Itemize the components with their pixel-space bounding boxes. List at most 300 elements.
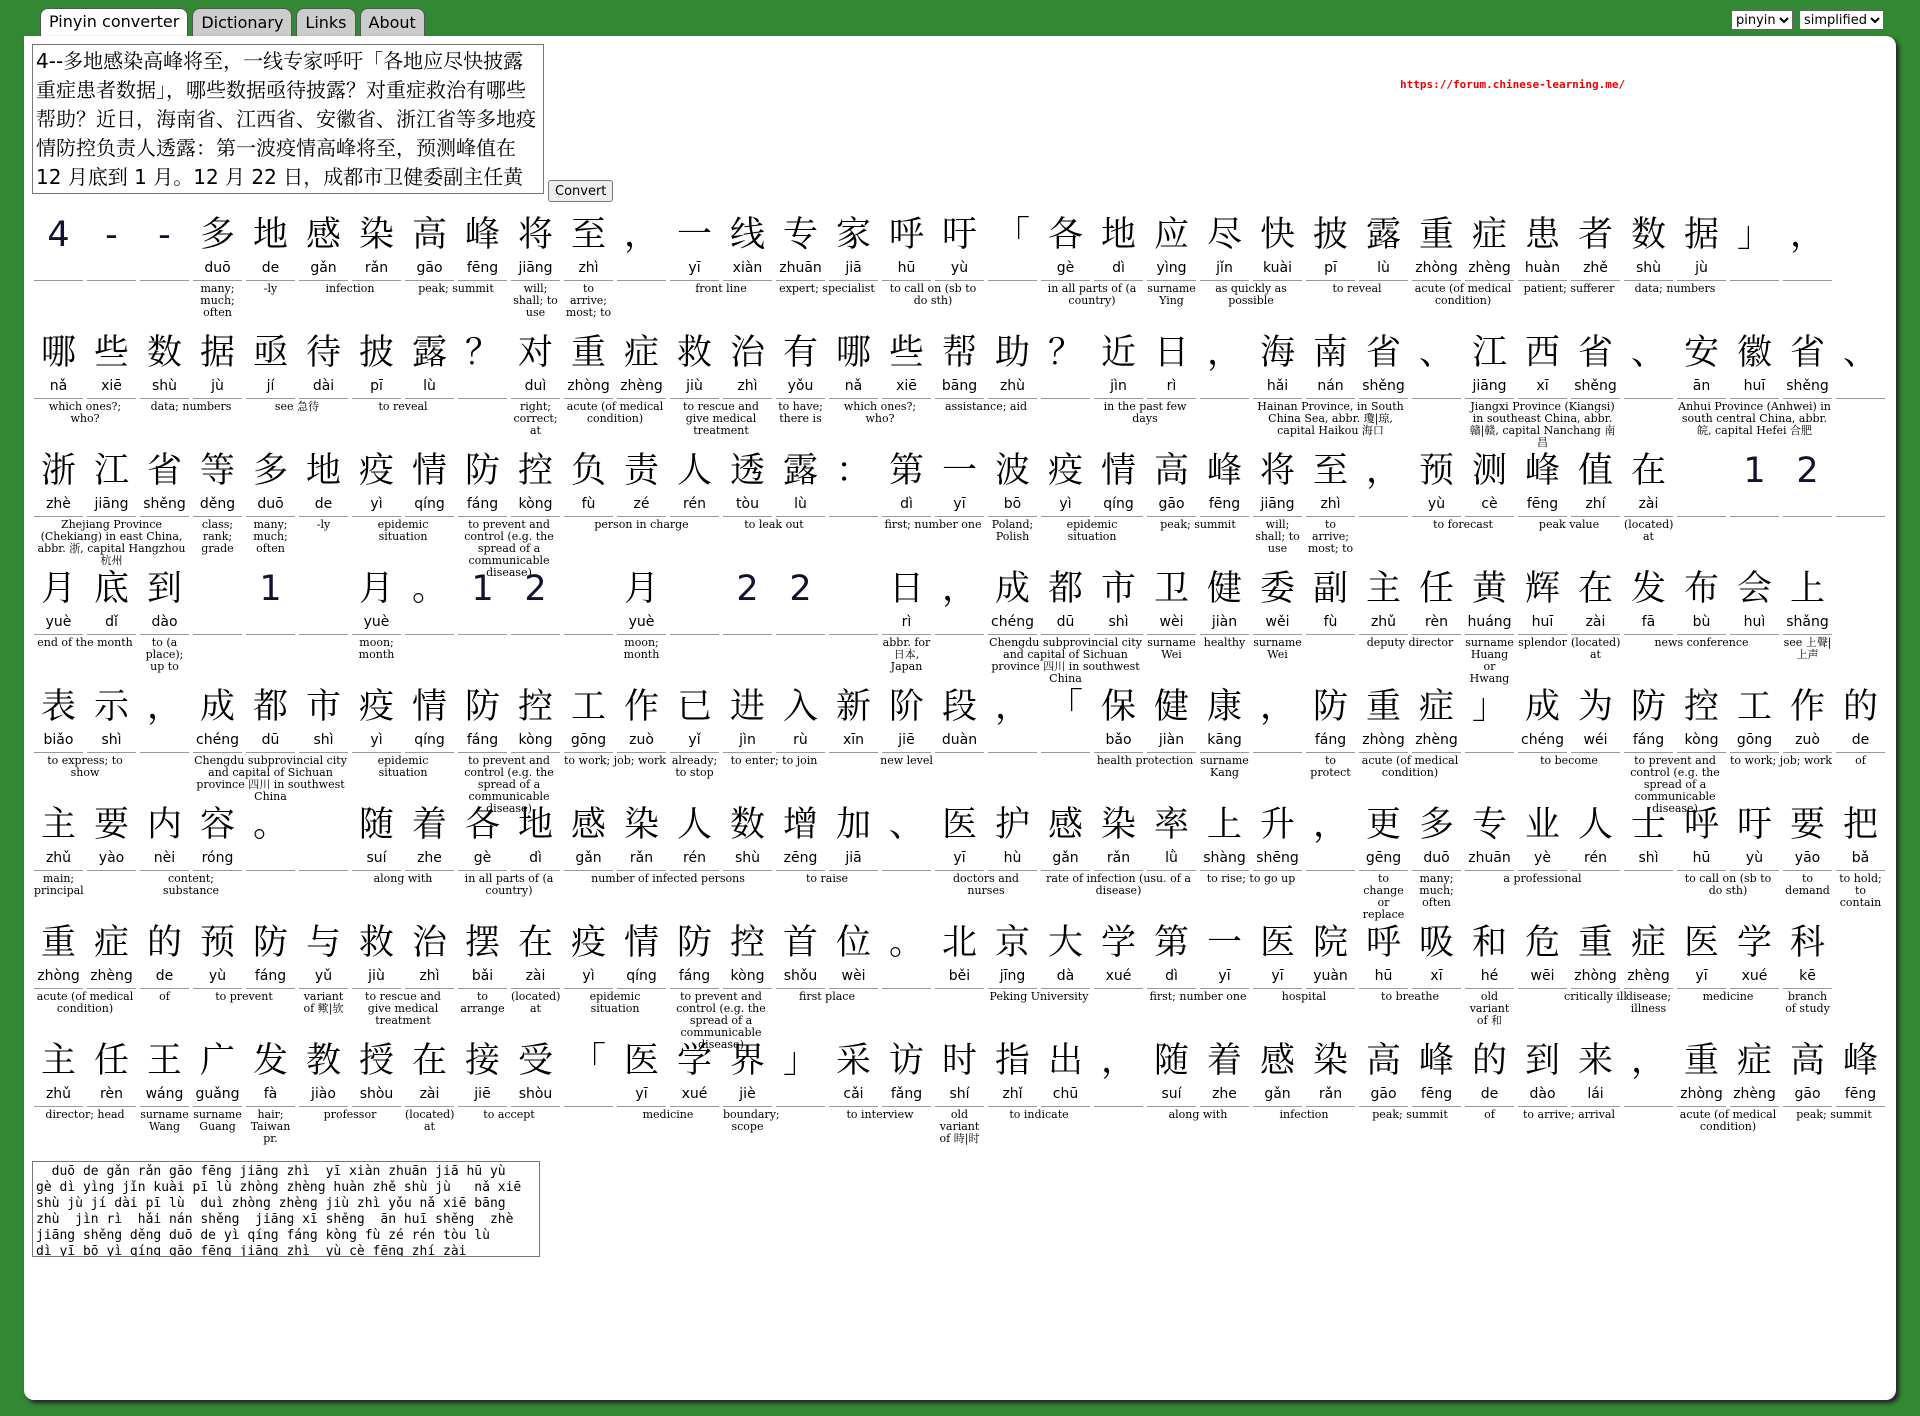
hanzi[interactable]: ，: [1312, 805, 1348, 845]
hanzi[interactable]: 要: [93, 805, 129, 845]
hanzi[interactable]: 随: [1153, 1041, 1189, 1081]
hanzi[interactable]: 底: [93, 569, 129, 609]
hanzi[interactable]: ，: [1100, 1041, 1136, 1081]
hanzi[interactable]: 感: [570, 805, 606, 845]
hanzi[interactable]: 重: [1418, 215, 1454, 255]
hanzi[interactable]: 着: [1206, 1041, 1242, 1081]
hanzi[interactable]: 时: [941, 1041, 977, 1081]
hanzi[interactable]: 出: [1047, 1041, 1083, 1081]
hanzi[interactable]: 哪: [40, 333, 76, 373]
hanzi[interactable]: 进: [729, 687, 765, 727]
hanzi[interactable]: 新: [835, 687, 871, 727]
char-cell: [827, 920, 880, 1038]
hanzi[interactable]: 「: [1047, 687, 1083, 727]
hanzi[interactable]: 情: [411, 451, 447, 491]
hanzi[interactable]: 医: [623, 1041, 659, 1081]
hanzi[interactable]: 感: [305, 215, 341, 255]
pinyin-reading: gōng: [1736, 732, 1773, 748]
hanzi[interactable]: 日: [1153, 333, 1189, 373]
hanzi[interactable]: 入: [782, 687, 818, 727]
char-cell: [1039, 920, 1092, 1038]
hanzi[interactable]: 染: [623, 805, 659, 845]
hanzi[interactable]: 2: [789, 569, 812, 609]
hanzi[interactable]: 的: [146, 923, 182, 963]
hanzi[interactable]: 治: [411, 923, 447, 963]
hanzi[interactable]: 上: [1789, 569, 1825, 609]
hanzi[interactable]: 责: [623, 451, 659, 491]
hanzi[interactable]: -: [158, 215, 171, 255]
hanzi[interactable]: 地: [252, 215, 288, 255]
hanzi[interactable]: 黄: [1471, 569, 1507, 609]
hanzi[interactable]: 为: [1577, 687, 1613, 727]
output-mode-select[interactable]: [1731, 10, 1793, 30]
hanzi[interactable]: 快: [1259, 215, 1295, 255]
hanzi[interactable]: [1834, 448, 1887, 494]
hanzi[interactable]: 症: [93, 923, 129, 963]
hanzi[interactable]: 至: [1312, 451, 1348, 491]
hanzi[interactable]: 与: [305, 923, 341, 963]
pinyin-reading: huàn: [1524, 260, 1561, 276]
hanzi[interactable]: 大: [1047, 923, 1083, 963]
hanzi[interactable]: 人: [676, 451, 712, 491]
hanzi[interactable]: 高: [411, 215, 447, 255]
hanzi[interactable]: 增: [782, 805, 818, 845]
hanzi[interactable]: 访: [888, 1041, 924, 1081]
definition: to (a place); up to: [145, 636, 184, 673]
hanzi[interactable]: 地: [305, 451, 341, 491]
hanzi[interactable]: 数: [1630, 215, 1666, 255]
hanzi[interactable]: 情: [623, 923, 659, 963]
hanzi[interactable]: 染: [358, 215, 394, 255]
hanzi[interactable]: 京: [994, 923, 1030, 963]
hanzi[interactable]: 近: [1100, 333, 1136, 373]
hanzi[interactable]: 发: [1630, 569, 1666, 609]
hanzi[interactable]: 随: [358, 805, 394, 845]
hanzi[interactable]: 情: [411, 687, 447, 727]
hanzi[interactable]: 「: [994, 215, 1030, 255]
hanzi[interactable]: 峰: [464, 215, 500, 255]
hanzi[interactable]: 率: [1153, 805, 1189, 845]
script-select[interactable]: [1799, 10, 1884, 30]
hanzi[interactable]: 省: [1577, 333, 1613, 373]
hanzi[interactable]: 副: [1312, 569, 1348, 609]
hanzi[interactable]: ？: [464, 333, 500, 373]
hanzi[interactable]: 授: [358, 1041, 394, 1081]
hanzi[interactable]: 委: [1259, 569, 1295, 609]
hanzi[interactable]: 首: [782, 923, 818, 963]
hanzi[interactable]: 将: [1259, 451, 1295, 491]
hanzi[interactable]: 危: [1524, 923, 1560, 963]
hanzi[interactable]: 」: [782, 1041, 818, 1081]
hanzi[interactable]: 2: [1796, 451, 1819, 491]
hanzi[interactable]: 月: [623, 569, 659, 609]
hanzi[interactable]: 安: [1683, 333, 1719, 373]
hanzi[interactable]: 南: [1312, 333, 1348, 373]
hanzi[interactable]: 在: [517, 923, 553, 963]
hanzi[interactable]: 采: [835, 1041, 871, 1081]
hanzi[interactable]: 」: [1736, 215, 1772, 255]
hanzi[interactable]: 症: [1630, 923, 1666, 963]
hanzi[interactable]: 工: [1736, 687, 1772, 727]
hanzi[interactable]: 高: [1153, 451, 1189, 491]
hanzi[interactable]: 透: [729, 451, 765, 491]
hanzi[interactable]: ，: [146, 687, 182, 727]
hanzi[interactable]: [827, 566, 880, 612]
tab-dictionary[interactable]: Dictionary: [192, 8, 292, 36]
hanzi[interactable]: 北: [941, 923, 977, 963]
hanzi[interactable]: 海: [1259, 333, 1295, 373]
hanzi[interactable]: [297, 566, 350, 612]
hanzi[interactable]: 测: [1471, 451, 1507, 491]
hanzi[interactable]: 多: [252, 451, 288, 491]
hanzi[interactable]: 峰: [1418, 1041, 1454, 1081]
hanzi[interactable]: 重: [1577, 923, 1613, 963]
hanzi[interactable]: 防: [1630, 687, 1666, 727]
hanzi[interactable]: 地: [1100, 215, 1136, 255]
hanzi[interactable]: 助: [994, 333, 1030, 373]
hanzi[interactable]: 哪: [835, 333, 871, 373]
hanzi[interactable]: 峰: [1842, 1041, 1878, 1081]
hanzi[interactable]: 至: [570, 215, 606, 255]
hanzi[interactable]: 线: [729, 215, 765, 255]
hanzi[interactable]: 救: [358, 923, 394, 963]
hanzi[interactable]: 4: [47, 215, 70, 255]
hanzi[interactable]: 疫: [358, 451, 394, 491]
hanzi[interactable]: 高: [1789, 1041, 1825, 1081]
hanzi[interactable]: [191, 566, 244, 612]
hanzi[interactable]: 卫: [1153, 569, 1189, 609]
hanzi[interactable]: 任: [1418, 569, 1454, 609]
hanzi[interactable]: 江: [93, 451, 129, 491]
hanzi[interactable]: 地: [517, 805, 553, 845]
hanzi[interactable]: 升: [1259, 805, 1295, 845]
hanzi[interactable]: 省: [146, 451, 182, 491]
hanzi[interactable]: 把: [1842, 805, 1878, 845]
hanzi[interactable]: 都: [1047, 569, 1083, 609]
hanzi[interactable]: ：: [835, 451, 871, 491]
hanzi[interactable]: ，: [1206, 333, 1242, 373]
hanzi[interactable]: 2: [736, 569, 759, 609]
divider: [34, 634, 83, 635]
divider: [1465, 516, 1514, 517]
hanzi[interactable]: 防: [252, 923, 288, 963]
hanzi[interactable]: 值: [1577, 451, 1613, 491]
hanzi[interactable]: 接: [464, 1041, 500, 1081]
hanzi[interactable]: 1: [1743, 451, 1766, 491]
hanzi[interactable]: 预: [1418, 451, 1454, 491]
hanzi[interactable]: 据: [1683, 215, 1719, 255]
hanzi[interactable]: ，: [1365, 451, 1401, 491]
hanzi[interactable]: 广: [199, 1041, 235, 1081]
hanzi[interactable]: 、: [1842, 333, 1878, 373]
hanzi[interactable]: 科: [1789, 923, 1825, 963]
hanzi[interactable]: ，: [994, 687, 1030, 727]
divider: [458, 1106, 507, 1107]
hanzi[interactable]: 有: [782, 333, 818, 373]
hanzi[interactable]: 高: [1365, 1041, 1401, 1081]
hanzi[interactable]: 染: [1312, 1041, 1348, 1081]
hanzi[interactable]: 作: [623, 687, 659, 727]
hanzi[interactable]: 数: [146, 333, 182, 373]
hanzi[interactable]: 人: [1577, 805, 1613, 845]
hanzi[interactable]: 。: [252, 805, 288, 845]
hanzi[interactable]: 市: [1100, 569, 1136, 609]
hanzi[interactable]: 上: [1206, 805, 1242, 845]
hanzi[interactable]: 家: [835, 215, 871, 255]
hanzi[interactable]: 吁: [1736, 805, 1772, 845]
hanzi[interactable]: 士: [1630, 805, 1666, 845]
hanzi[interactable]: 2: [524, 569, 547, 609]
hanzi[interactable]: 控: [517, 687, 553, 727]
hanzi[interactable]: 着: [411, 805, 447, 845]
hanzi[interactable]: 防: [676, 923, 712, 963]
hanzi[interactable]: 护: [994, 805, 1030, 845]
hanzi[interactable]: 主: [40, 1041, 76, 1081]
hanzi[interactable]: 人: [676, 805, 712, 845]
hanzi[interactable]: 作: [1789, 687, 1825, 727]
hanzi[interactable]: 各: [1047, 215, 1083, 255]
hanzi[interactable]: 到: [1524, 1041, 1560, 1081]
hanzi[interactable]: 一: [941, 451, 977, 491]
hanzi[interactable]: 1: [471, 569, 494, 609]
hanzi[interactable]: 的: [1842, 687, 1878, 727]
divider: [564, 634, 613, 635]
hanzi[interactable]: 峰: [1524, 451, 1560, 491]
hanzi[interactable]: 省: [1789, 333, 1825, 373]
hanzi[interactable]: 、: [1630, 333, 1666, 373]
hanzi[interactable]: 月: [358, 569, 394, 609]
hanzi[interactable]: 疫: [1047, 451, 1083, 491]
hanzi[interactable]: 到: [146, 569, 182, 609]
hanzi[interactable]: 些: [888, 333, 924, 373]
hanzi[interactable]: 发: [252, 1041, 288, 1081]
definition: to prevent and control (e.g. the spread of a communicable disease): [464, 754, 554, 815]
hanzi[interactable]: 数: [729, 805, 765, 845]
hanzi[interactable]: 任: [93, 1041, 129, 1081]
hanzi[interactable]: 成: [994, 569, 1030, 609]
hanzi[interactable]: 症: [1418, 687, 1454, 727]
hanzi[interactable]: 浙: [40, 451, 76, 491]
hanzi[interactable]: ，: [1259, 687, 1295, 727]
hanzi[interactable]: 界: [729, 1041, 765, 1081]
hanzi[interactable]: 院: [1312, 923, 1348, 963]
hanzi[interactable]: 医: [1683, 923, 1719, 963]
hanzi[interactable]: 应: [1153, 215, 1189, 255]
hanzi[interactable]: 布: [1683, 569, 1719, 609]
hanzi[interactable]: 披: [358, 333, 394, 373]
definition: Zhejiang Province (Chekiang) in east China, abbr. 浙, capital Hangzhou 杭州: [37, 518, 186, 567]
hanzi[interactable]: 一: [676, 215, 712, 255]
hanzi[interactable]: 症: [1736, 1041, 1772, 1081]
hanzi[interactable]: 患: [1524, 215, 1560, 255]
hanzi[interactable]: 内: [146, 805, 182, 845]
hanzi[interactable]: 峰: [1206, 451, 1242, 491]
hanzi[interactable]: 主: [1365, 569, 1401, 609]
hanzi[interactable]: 负: [570, 451, 606, 491]
hanzi[interactable]: 都: [252, 687, 288, 727]
hanzi[interactable]: 尽: [1206, 215, 1242, 255]
hanzi[interactable]: 摆: [464, 923, 500, 963]
hanzi[interactable]: ，: [1789, 215, 1825, 255]
hanzi[interactable]: 第: [1153, 923, 1189, 963]
hanzi[interactable]: 工: [570, 687, 606, 727]
hanzi[interactable]: 披: [1312, 215, 1348, 255]
hanzi[interactable]: [297, 802, 350, 848]
hanzi[interactable]: 重: [1683, 1041, 1719, 1081]
hanzi[interactable]: 染: [1100, 805, 1136, 845]
chinese-text-input[interactable]: [32, 44, 544, 194]
hanzi[interactable]: 者: [1577, 215, 1613, 255]
hanzi[interactable]: 呼: [1683, 805, 1719, 845]
hanzi[interactable]: 指: [994, 1041, 1030, 1081]
hanzi[interactable]: 、: [1418, 333, 1454, 373]
tab-links[interactable]: Links: [296, 8, 355, 36]
hanzi[interactable]: 康: [1206, 687, 1242, 727]
hanzi[interactable]: 症: [623, 333, 659, 373]
hanzi[interactable]: 预: [199, 923, 235, 963]
hanzi[interactable]: 王: [146, 1041, 182, 1081]
hanzi[interactable]: 防: [1312, 687, 1348, 727]
hanzi[interactable]: 呼: [888, 215, 924, 255]
hanzi[interactable]: 来: [1577, 1041, 1613, 1081]
hanzi[interactable]: 学: [1100, 923, 1136, 963]
hanzi[interactable]: 控: [517, 451, 553, 491]
hanzi[interactable]: 重: [1365, 687, 1401, 727]
hanzi[interactable]: 阶: [888, 687, 924, 727]
hanzi[interactable]: 和: [1471, 923, 1507, 963]
hanzi[interactable]: 西: [1524, 333, 1560, 373]
hanzi[interactable]: 重: [570, 333, 606, 373]
hanzi[interactable]: 主: [40, 805, 76, 845]
hanzi[interactable]: 日: [888, 569, 924, 609]
hanzi[interactable]: 示: [93, 687, 129, 727]
hanzi[interactable]: 教: [305, 1041, 341, 1081]
hanzi[interactable]: 待: [305, 333, 341, 373]
hanzi[interactable]: 医: [941, 805, 977, 845]
hanzi[interactable]: 省: [1365, 333, 1401, 373]
hanzi[interactable]: -: [105, 215, 118, 255]
hanzi[interactable]: 业: [1524, 805, 1560, 845]
hanzi[interactable]: 控: [1683, 687, 1719, 727]
hanzi[interactable]: 月: [40, 569, 76, 609]
hanzi[interactable]: 情: [1100, 451, 1136, 491]
hanzi[interactable]: 成: [199, 687, 235, 727]
hanzi[interactable]: 。: [888, 923, 924, 963]
hanzi[interactable]: 控: [729, 923, 765, 963]
hanzi[interactable]: 救: [676, 333, 712, 373]
hanzi[interactable]: 据: [199, 333, 235, 373]
hanzi[interactable]: 在: [1577, 569, 1613, 609]
hanzi[interactable]: 露: [782, 451, 818, 491]
hanzi[interactable]: 市: [305, 687, 341, 727]
pinyin-output[interactable]: [32, 1161, 540, 1257]
hanzi[interactable]: 1: [259, 569, 282, 609]
hanzi[interactable]: 受: [517, 1041, 553, 1081]
pinyin-reading: bō: [1003, 496, 1022, 512]
hanzi[interactable]: 容: [199, 805, 235, 845]
hanzi[interactable]: 呼: [1365, 923, 1401, 963]
hanzi[interactable]: 等: [199, 451, 235, 491]
hanzi[interactable]: 成: [1524, 687, 1560, 727]
hanzi[interactable]: 段: [941, 687, 977, 727]
hanzi[interactable]: 健: [1206, 569, 1242, 609]
hanzi[interactable]: 各: [464, 805, 500, 845]
hanzi[interactable]: 要: [1789, 805, 1825, 845]
hanzi[interactable]: 加: [835, 805, 871, 845]
hanzi[interactable]: 症: [1471, 215, 1507, 255]
hanzi[interactable]: 疫: [358, 687, 394, 727]
hanzi[interactable]: 露: [411, 333, 447, 373]
hanzi[interactable]: 的: [1471, 1041, 1507, 1081]
hanzi[interactable]: 吁: [941, 215, 977, 255]
hanzi[interactable]: 「: [570, 1041, 606, 1081]
pinyin-reading: jiē: [898, 732, 915, 748]
hanzi[interactable]: 吸: [1418, 923, 1454, 963]
hanzi[interactable]: 更: [1365, 805, 1401, 845]
char-cell: [1092, 212, 1145, 330]
hanzi[interactable]: [668, 566, 721, 612]
hanzi[interactable]: 露: [1365, 215, 1401, 255]
hanzi[interactable]: 对: [517, 333, 553, 373]
hanzi[interactable]: 波: [994, 451, 1030, 491]
hanzi[interactable]: 第: [888, 451, 924, 491]
hanzi[interactable]: 医: [1259, 923, 1295, 963]
hanzi[interactable]: ，: [1630, 1041, 1666, 1081]
hanzi[interactable]: ？: [1047, 333, 1083, 373]
hanzi[interactable]: 位: [835, 923, 871, 963]
hanzi[interactable]: 专: [1471, 805, 1507, 845]
hanzi[interactable]: 防: [464, 451, 500, 491]
hanzi[interactable]: 专: [782, 215, 818, 255]
tab-about[interactable]: About: [360, 8, 425, 36]
tab-pinyin-converter[interactable]: Pinyin converter: [40, 8, 188, 36]
hanzi[interactable]: 学: [1736, 923, 1772, 963]
hanzi[interactable]: 在: [411, 1041, 447, 1081]
hanzi[interactable]: 表: [40, 687, 76, 727]
hanzi[interactable]: 辉: [1524, 569, 1560, 609]
hanzi[interactable]: 一: [1206, 923, 1242, 963]
hanzi[interactable]: 会: [1736, 569, 1772, 609]
hanzi[interactable]: 帮: [941, 333, 977, 373]
hanzi[interactable]: 防: [464, 687, 500, 727]
hanzi[interactable]: 多: [1418, 805, 1454, 845]
hanzi[interactable]: 保: [1100, 687, 1136, 727]
hanzi[interactable]: 些: [93, 333, 129, 373]
convert-button[interactable]: Convert: [548, 180, 613, 202]
hanzi[interactable]: 将: [517, 215, 553, 255]
hanzi[interactable]: 重: [40, 923, 76, 963]
hanzi[interactable]: 在: [1630, 451, 1666, 491]
hanzi[interactable]: 健: [1153, 687, 1189, 727]
hanzi[interactable]: 治: [729, 333, 765, 373]
hanzi[interactable]: 多: [199, 215, 235, 255]
hanzi[interactable]: 、: [888, 805, 924, 845]
hanzi[interactable]: [562, 566, 615, 612]
hanzi[interactable]: ，: [941, 569, 977, 609]
hanzi[interactable]: 疫: [570, 923, 606, 963]
hanzi[interactable]: 江: [1471, 333, 1507, 373]
hanzi[interactable]: 亟: [252, 333, 288, 373]
hanzi[interactable]: ，: [623, 215, 659, 255]
hanzi[interactable]: 」: [1471, 687, 1507, 727]
hanzi[interactable]: [1675, 448, 1728, 494]
hanzi[interactable]: 已: [676, 687, 712, 727]
hanzi[interactable]: 感: [1047, 805, 1083, 845]
hanzi[interactable]: 感: [1259, 1041, 1295, 1081]
hanzi[interactable]: 。: [411, 569, 447, 609]
hanzi[interactable]: 学: [676, 1041, 712, 1081]
hanzi[interactable]: 徽: [1736, 333, 1772, 373]
